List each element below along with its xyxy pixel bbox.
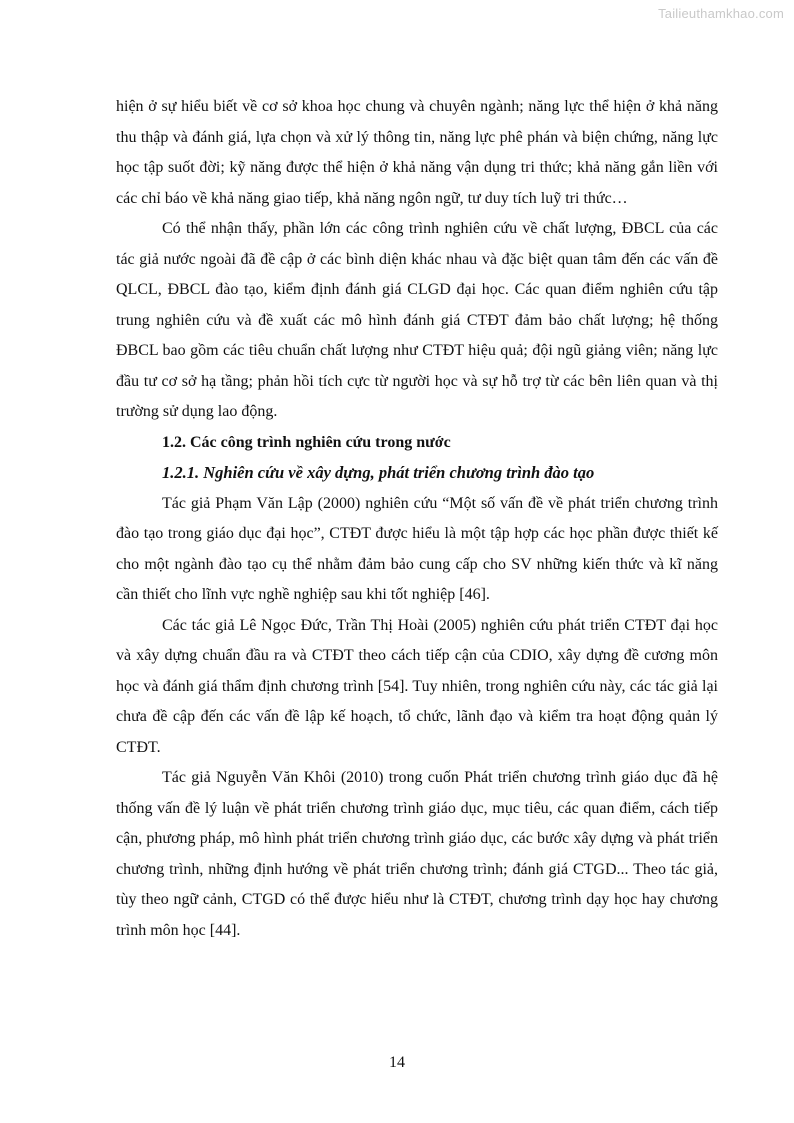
paragraph-le-ngoc-duc: Các tác giả Lê Ngọc Đức, Trần Thị Hoài (2005) nghiên cứu phát triển CTĐT đại học và xây dựng chuẩn đầu ra và CTĐT theo cách tiếp cận của CDIO, xây dựng đề cương môn học và đánh giá thẩm định chương trình [54]. Tuy nhiên, trong nghiên cứu này, các tác giả lại chưa đề cập đến các vấn đề lập kế hoạch, tổ chức, lãnh đạo và kiểm tra hoạt động quản lý CTĐT. — [116, 616, 718, 756]
paragraph-pham-van-lap: Tác giả Phạm Văn Lập (2000) nghiên cứu “Một số vấn đề về phát triển chương trình đào tạo trong giáo dục đại học”, CTĐT được hiểu là một tập hợp các học phần được thiết kế cho một ngành đào tạo cụ thể nhằm đảm bảo cung cấp cho SV những kiến thức và kĩ năng cần thiết cho lĩnh vực nghề nghiệp sau khi tốt nghiệp [46]. — [116, 494, 718, 603]
paragraph-nguyen-van-khoi: Tác giả Nguyễn Văn Khôi (2010) trong cuốn Phát triển chương trình giáo dục đã hệ thống vấn đề lý luận về phát triển chương trình giáo dục, mục tiêu, các quan điểm, cách tiếp cận, phương pháp, mô hình phát triển chương trình giáo dục, các bước xây dựng và phát triển chương trình, những định hướng về phát triển chương trình; đánh giá CTGD... Theo tác giả, tùy theo ngữ cảnh, CTGD có thể được hiểu như là CTĐT, chương trình dạy học hay chương trình môn học [44]. — [116, 769, 718, 939]
section-heading: 1.2. Các công trình nghiên cứu trong nước — [162, 433, 451, 451]
watermark: Tailieuthamkhao.com — [658, 6, 784, 21]
page-content — [116, 92, 718, 946]
paragraph-continuation: hiện ở sự hiểu biết về cơ sở khoa học chung và chuyên ngành; năng lực thể hiện ở khả năng thu thập và đánh giá, lựa chọn và xử lý thông tin, năng lực phê phán và biện chứng, năng lực học tập suốt đời; kỹ năng được thể hiện ở khả năng vận dụng tri thức; khả năng gắn liền với các chỉ báo về khả năng giao tiếp, khả năng ngôn ngữ, tư duy tích luỹ tri thức… — [116, 98, 718, 207]
subsection-heading: 1.2.1. Nghiên cứu về xây dựng, phát triển chương trình đào tạo — [162, 463, 595, 482]
paragraph-summary: Có thể nhận thấy, phần lớn các công trình nghiên cứu về chất lượng, ĐBCL của các tác giả nước ngoài đã đề cập ở các bình diện khác nhau và đặc biệt quan tâm đến các vấn đề QLCL, ĐBCL đào tạo, kiểm định đánh giá CLGD đại học. Các quan điểm nghiên cứu tập trung nghiên cứu và đề xuất các mô hình đánh giá CTĐT đảm bảo chất lượng; hệ thống ĐBCL bao gồm các tiêu chuẩn chất lượng như CTĐT hiệu quả; đội ngũ giảng viên; năng lực đầu tư cơ sở hạ tầng; phản hồi tích cực từ người học và sự hỗ trợ từ các bên liên quan và thị trường sử dụng lao động. — [116, 220, 718, 420]
page-number: 14 — [389, 1054, 405, 1071]
